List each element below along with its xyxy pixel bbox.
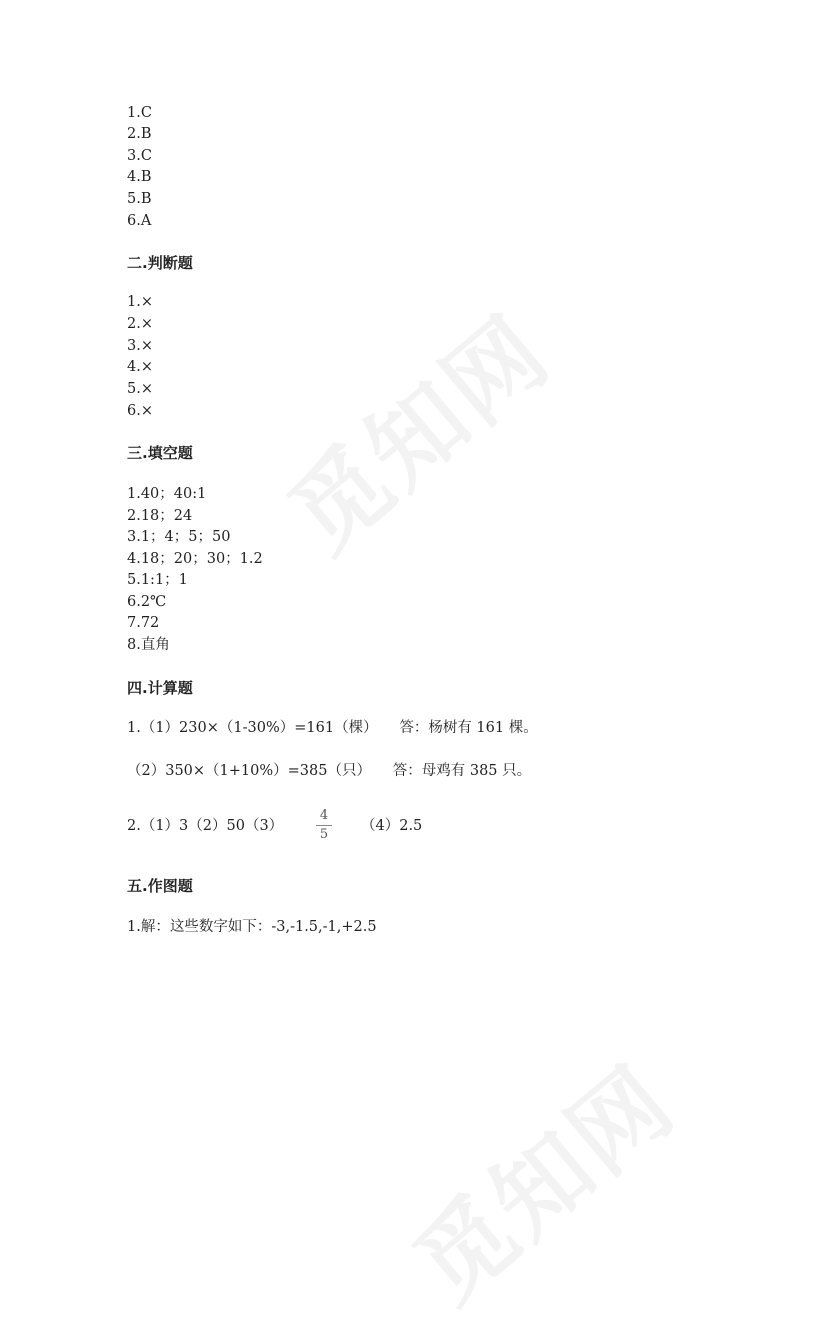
- answer-line: 4.×: [127, 359, 153, 375]
- answer-line: 3.C: [127, 148, 152, 164]
- answer-line: 5.×: [127, 381, 153, 397]
- fraction-denominator: 5: [319, 827, 329, 842]
- answer-line: 6.×: [127, 403, 153, 419]
- fraction-numerator: 4: [319, 808, 329, 823]
- answer-line: 8.直角: [127, 637, 170, 653]
- answer-line: 1.C: [127, 105, 152, 121]
- fraction-bar: [316, 825, 332, 826]
- answer-line: 5.B: [127, 191, 152, 207]
- answer-line: 3.1；4；5；50: [127, 529, 231, 545]
- answer-line: 7.72: [127, 615, 160, 631]
- answer-line: 4.B: [127, 169, 152, 185]
- answer-line: 5.1:1；1: [127, 572, 188, 588]
- section-heading: 五.作图题: [127, 877, 193, 895]
- answer-line: 6.2℃: [127, 594, 167, 610]
- answer-line: 2.×: [127, 316, 153, 332]
- answer-line: 3.×: [127, 338, 153, 354]
- answer-line: （2）350×（1+10%）=385（只） 答：母鸡有 385 只。: [127, 763, 532, 779]
- answer-line: 1.40；40:1: [127, 486, 207, 502]
- section-heading: 二.判断题: [127, 254, 193, 272]
- fraction: [316, 808, 332, 843]
- watermark: [381, 1030, 699, 1327]
- answer-line: 1.×: [127, 294, 153, 310]
- watermark: [256, 280, 574, 578]
- answer-line: （4）2.5: [361, 818, 423, 834]
- answer-line: 2.18；24: [127, 508, 193, 524]
- answer-line: 6.A: [127, 213, 152, 229]
- section-heading: 四.计算题: [127, 679, 193, 697]
- answer-line: 4.18；20；30；1.2: [127, 551, 263, 567]
- answer-line: 1.（1）230×（1-30%）=161（棵） 答：杨树有 161 棵。: [127, 720, 538, 736]
- answer-line: 2.B: [127, 126, 152, 142]
- answer-line: 2.（1）3（2）50（3）: [127, 818, 284, 834]
- section-heading: 三.填空题: [127, 444, 193, 462]
- answer-line: 1.解：这些数字如下：-3,-1.5,-1,+2.5: [127, 919, 377, 935]
